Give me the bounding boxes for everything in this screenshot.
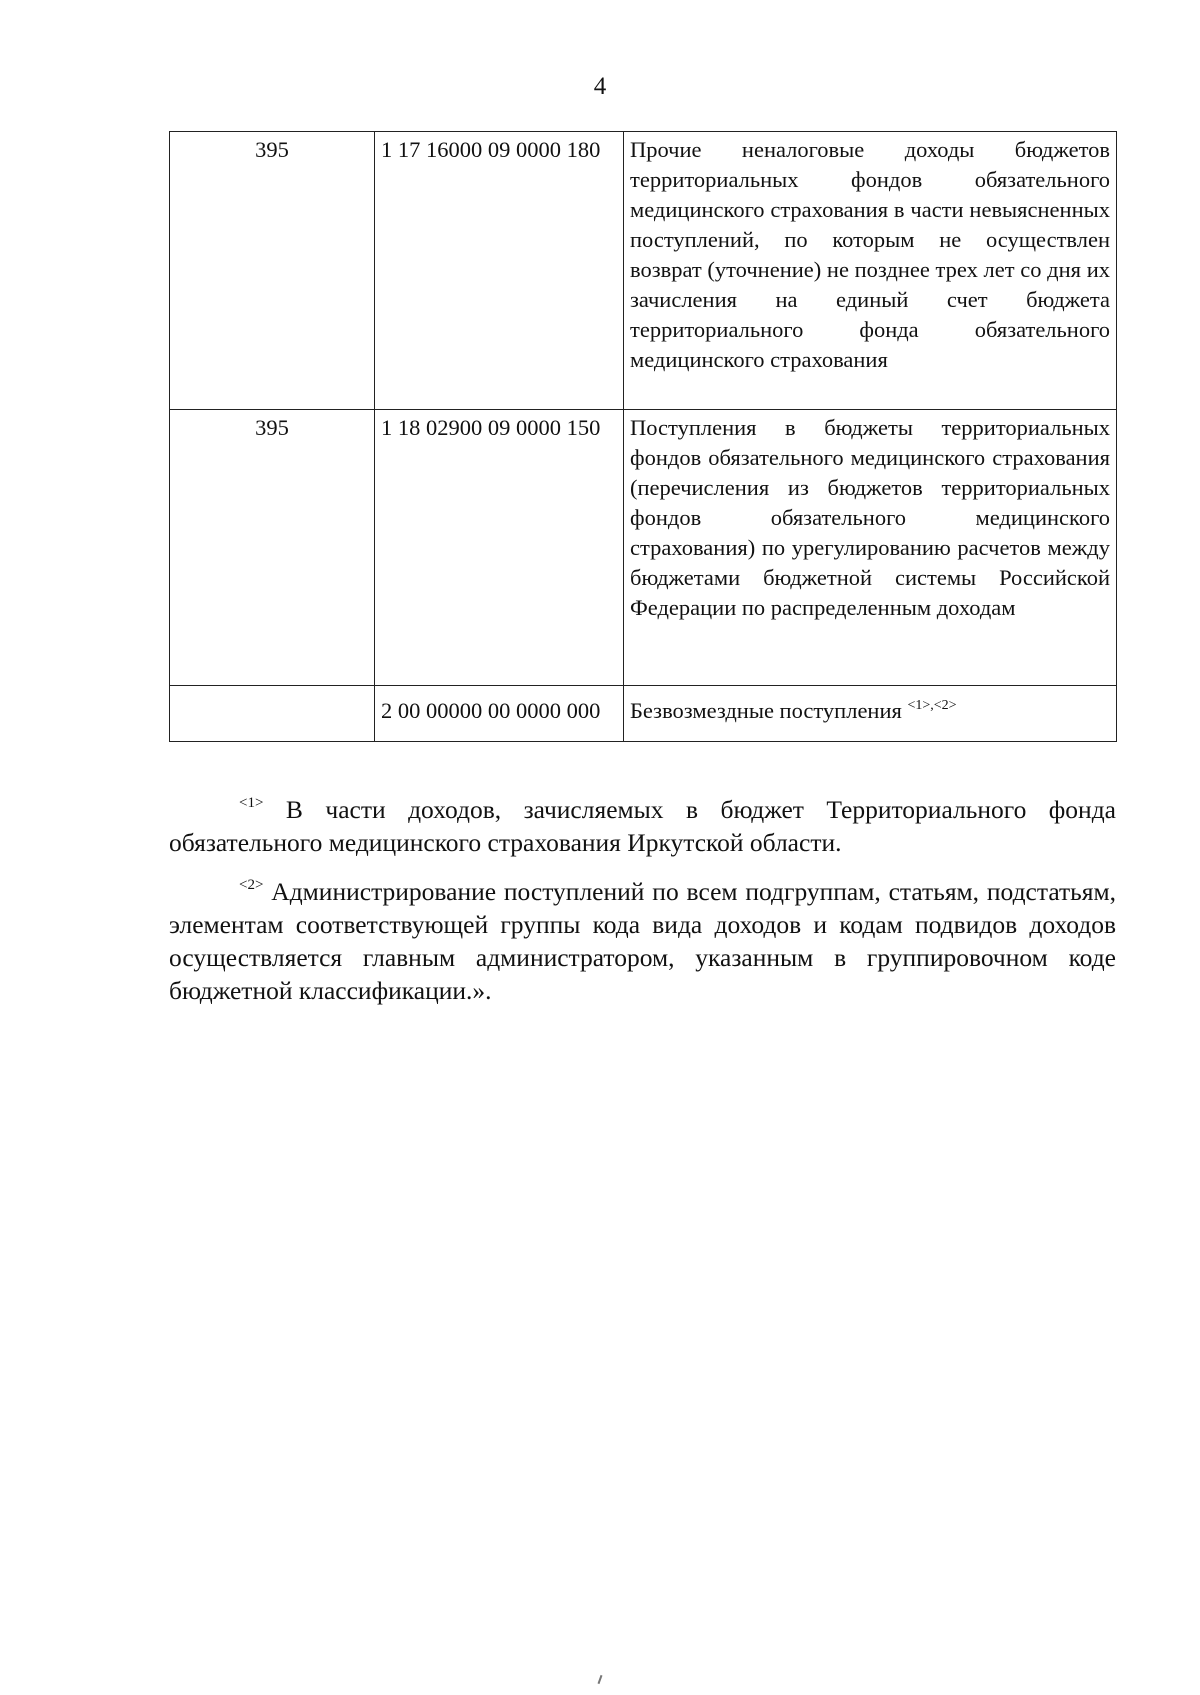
footnotes <box>169 793 1116 1023</box>
footnote-marker: <2> <box>239 877 264 893</box>
description-cell <box>624 686 1117 742</box>
income-code-cell: 1 18 02900 09 0000 150 <box>375 410 624 686</box>
page-number: 4 <box>593 73 607 100</box>
footnote-2 <box>169 875 1116 1007</box>
footnote-marker: <1> <box>239 795 264 811</box>
description-cell: Прочие неналоговые доходы бюджетов территориальных фондов обязательного медицинского страхования в части невыясненных поступлений, по которым не осуществлен возврат (уточнение) не позднее трех лет со дня их зачисления на единый счет бюджета территориального фонда обязательного медицинского страхования <box>624 132 1117 410</box>
footnote-text: Администрирование поступлений по всем подгруппам, статьям, подстатьям, элементам соответствующей группы кода вида доходов и кодам подвидов доходов осуществляется главным администратором, указанным в группировочном коде бюджетной классификации.». <box>169 877 1116 1005</box>
footnote-text: В части доходов, зачисляемых в бюджет Территориального фонда обязательного медицинского страхования Иркутской области. <box>169 795 1116 857</box>
income-codes-table <box>169 131 1117 742</box>
description-cell: Поступления в бюджеты территориальных фондов обязательного медицинского страхования (перечисления из бюджетов территориальных фондов обязательного медицинского страхования) по урегулированию расчетов между бюджетами бюджетной системы Российской Федерации по распределенным доходам <box>624 410 1117 686</box>
description-text: Безвозмездные поступления <box>630 698 902 723</box>
admin-code-cell: 395 <box>170 410 375 686</box>
footnote-1 <box>169 793 1116 859</box>
income-code-cell: 1 17 16000 09 0000 180 <box>375 132 624 410</box>
income-code-cell: 2 00 00000 00 0000 000 <box>375 686 624 742</box>
admin-code-cell: 395 <box>170 132 375 410</box>
scan-mark <box>598 1675 603 1684</box>
footnote-reference: <1>,<2> <box>907 698 957 713</box>
admin-code-cell <box>170 686 375 742</box>
table-row <box>170 410 1117 686</box>
table-row <box>170 132 1117 410</box>
table-row <box>170 686 1117 742</box>
